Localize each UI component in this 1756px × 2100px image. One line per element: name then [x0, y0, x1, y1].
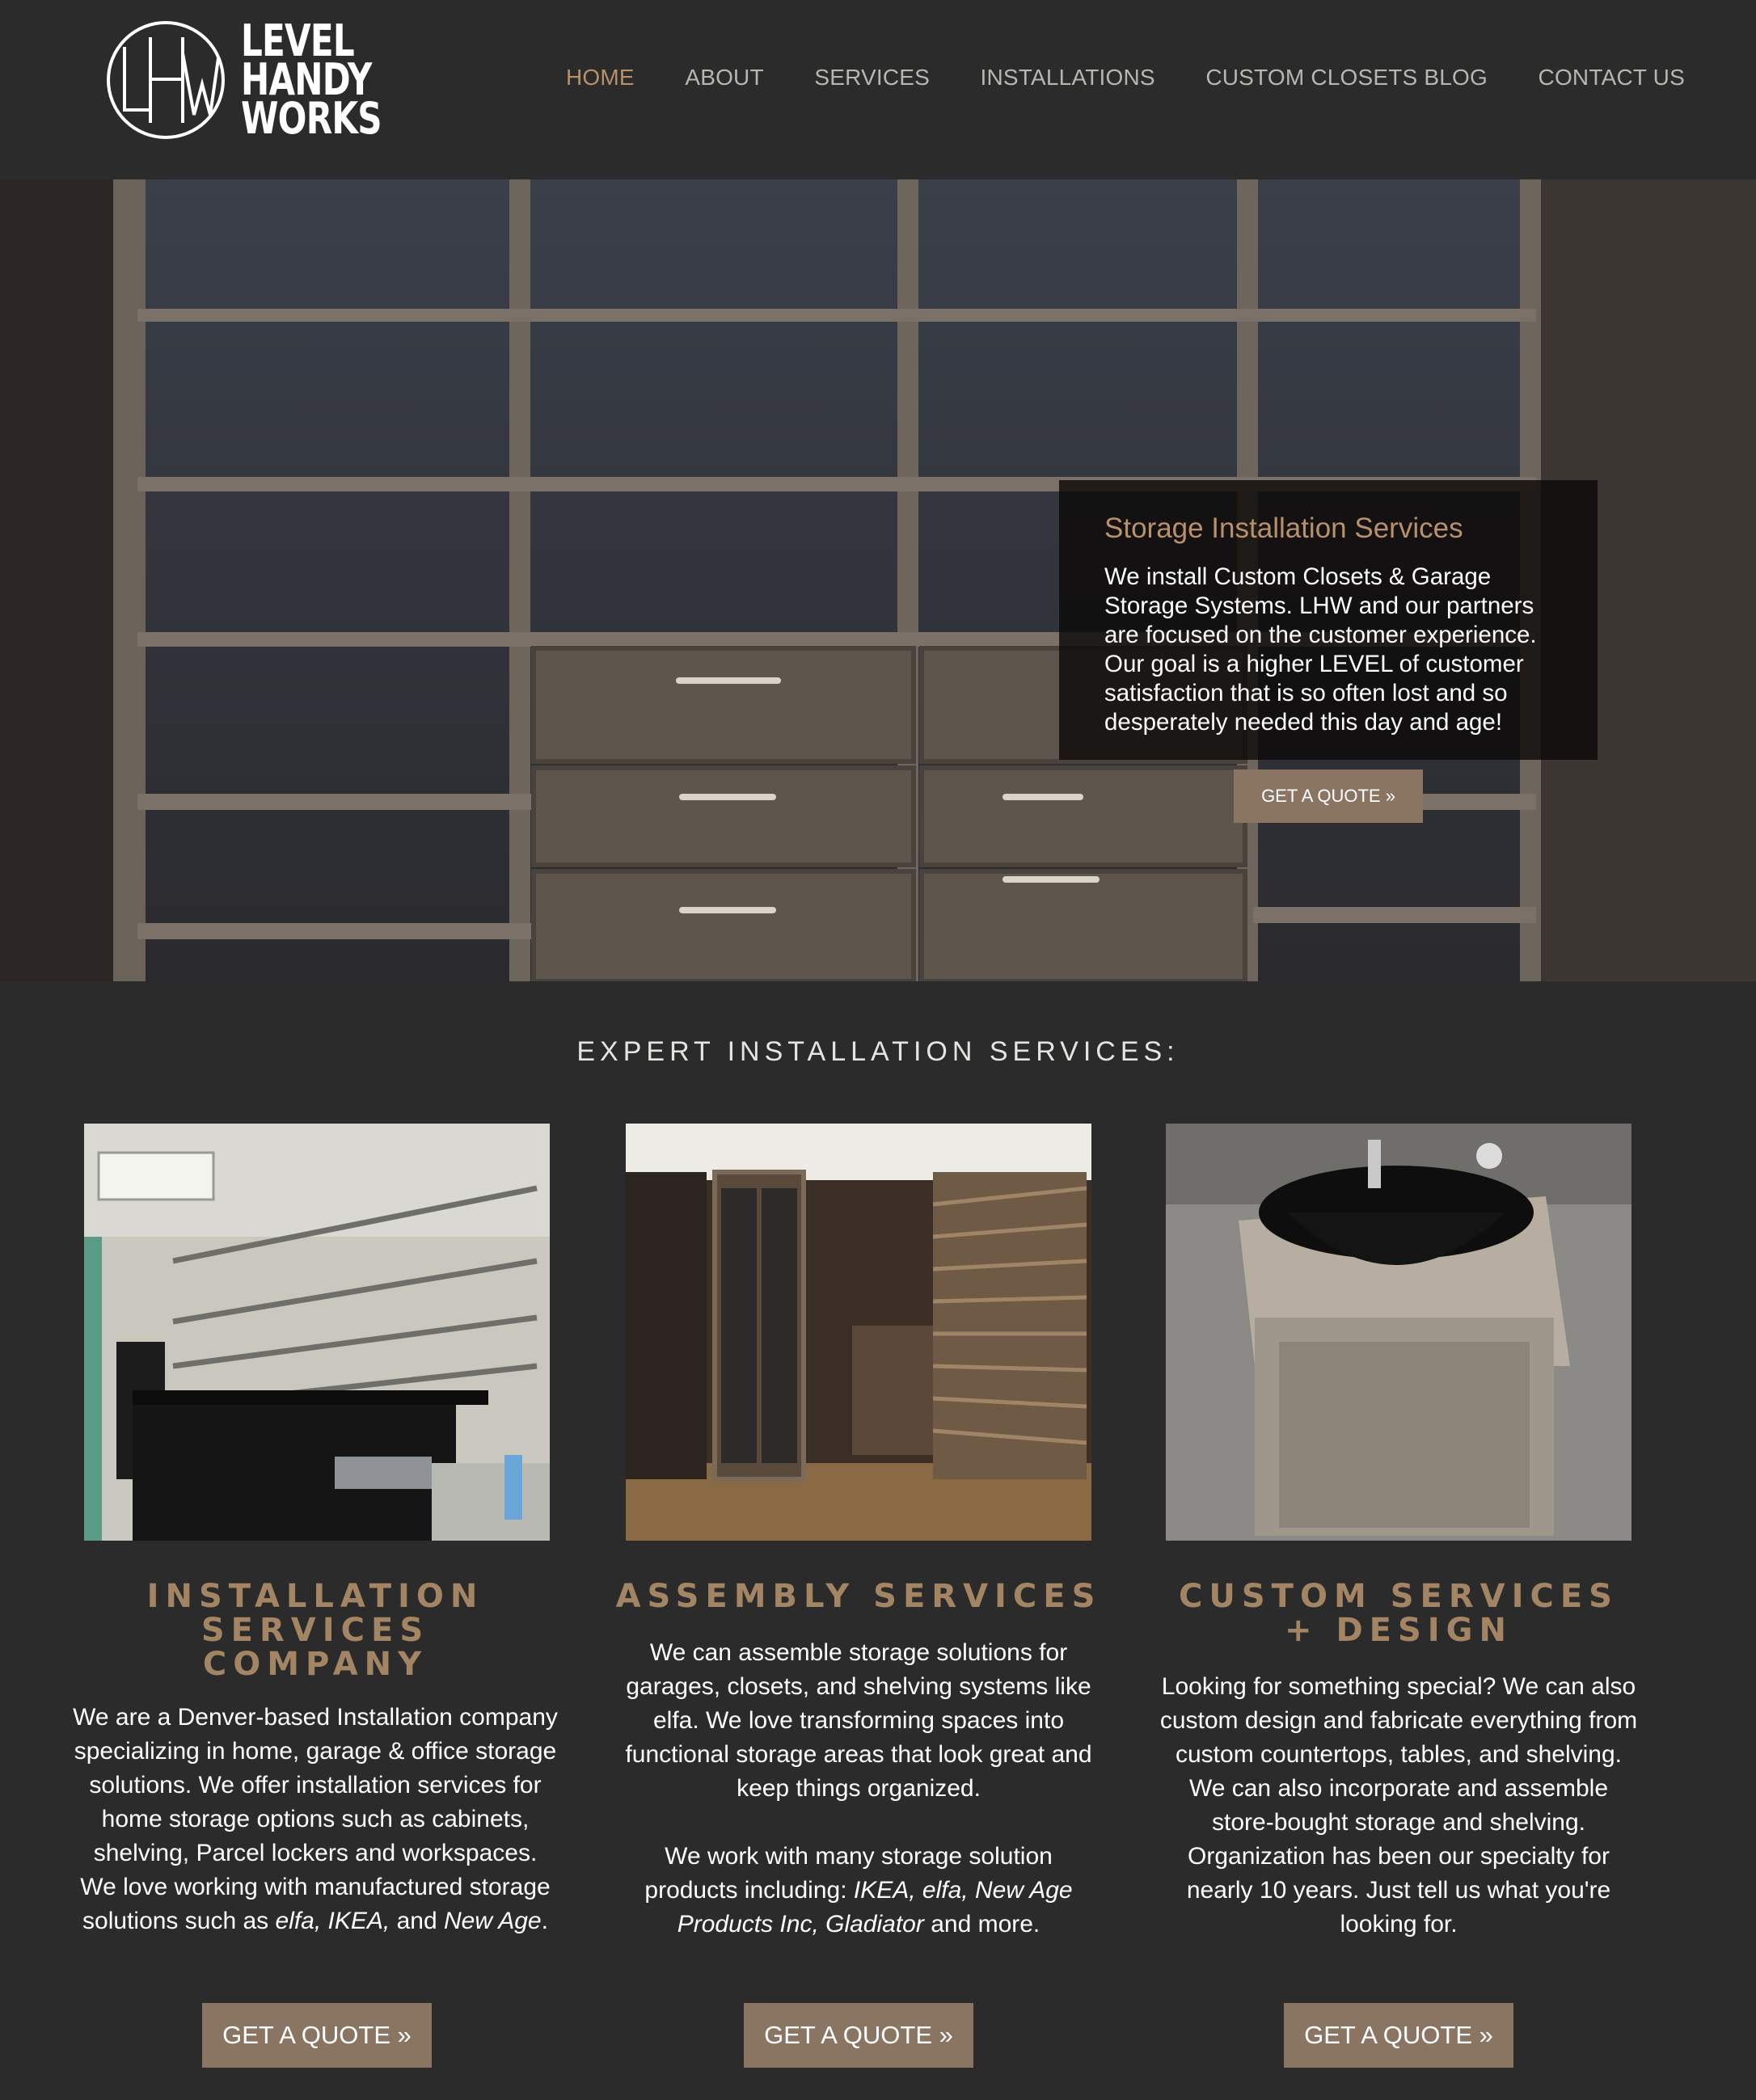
hero-description: We install Custom Closets & Garage Storage Systems. LHW and our partners are focused on the customer experience. Our goal is a higher LEVEL of customer satisfaction that is so often lost and so desperately needed this day and age!	[1104, 563, 1537, 736]
assembly-services-title	[600, 1579, 1117, 1613]
nav-home[interactable]: HOME	[566, 65, 635, 90]
brand-emphasis: IKEA, elfa, New Age Products Inc, Gladiator	[677, 1877, 1073, 1938]
title-line: + DESIGN	[1285, 1612, 1513, 1649]
section-title: EXPERT INSTALLATION SERVICES:	[576, 1036, 1180, 1067]
paragraph: We can assemble storage solutions for garages, closets, and shelving systems like elfa. We love transforming spaces into functional storage areas that look great and keep things organized.	[625, 1639, 1092, 1802]
custom-get-a-quote-button[interactable]: GET A QUOTE »	[1284, 2003, 1513, 2068]
nav-custom-closets-blog[interactable]: CUSTOM CLOSETS BLOG	[1205, 65, 1488, 90]
lhw-monogram-icon	[105, 19, 226, 141]
hero-info-box	[1059, 480, 1598, 760]
hero-title: Storage Installation Services	[1104, 512, 1463, 544]
brand-emphasis: New Age	[443, 1908, 542, 1934]
walk-in-closet-photo	[626, 1124, 1091, 1541]
site-header	[0, 0, 1756, 179]
brand-emphasis: elfa, IKEA,	[275, 1908, 390, 1934]
assembly-get-a-quote-button[interactable]: GET A QUOTE »	[744, 2003, 973, 2068]
installation-get-a-quote-button[interactable]: GET A QUOTE »	[202, 2003, 432, 2068]
assembly-services-text	[616, 1636, 1101, 1942]
paragraph: Looking for something special? We can also custom design and fabricate everything from custom countertops, tables, and shelving. We can also incorporate and assemble store-bought storage and shelving. Organization has been our specialty for nearly 10 years. Just tell us what you're looking for.	[1159, 1673, 1638, 1938]
custom-services-text	[1156, 1670, 1641, 1942]
nav-about[interactable]: ABOUT	[685, 65, 764, 90]
installation-services-title	[57, 1579, 574, 1681]
text: and more.	[923, 1911, 1041, 1938]
custom-vanity-sink-photo	[1166, 1124, 1631, 1541]
logo-line-level: LEVEL	[241, 15, 354, 66]
text: .	[541, 1908, 548, 1934]
hero-banner	[0, 179, 1756, 981]
custom-services-title	[1140, 1579, 1657, 1647]
text: We are a Denver-based Installation company specializing in home, garage & office storage solutions. We offer installation services for home storage options such as cabinets, shelving, Parcel lockers and workspaces. We love working with manufactured storage solutions such as	[73, 1704, 558, 1934]
title-line: CUSTOM SERVICES	[1179, 1578, 1619, 1615]
title-line: ASSEMBLY SERVICES	[615, 1578, 1102, 1615]
main-nav	[566, 65, 1685, 91]
nav-installations[interactable]: INSTALLATIONS	[980, 65, 1155, 90]
garage-shelving-photo	[84, 1124, 550, 1541]
text: We work with many storage solution products including:	[644, 1843, 1053, 1904]
logo-wordmark	[241, 15, 382, 144]
title-line: SERVICES	[201, 1612, 430, 1649]
site-logo[interactable]	[105, 15, 421, 144]
installation-services-text	[73, 1701, 558, 1938]
text: and	[390, 1908, 444, 1934]
title-line: COMPANY	[202, 1646, 428, 1683]
nav-contact-us[interactable]: CONTACT US	[1538, 65, 1685, 90]
logo-line-handy: HANDY	[241, 54, 372, 105]
hero-get-a-quote-button[interactable]: GET A QUOTE »	[1234, 770, 1423, 823]
title-line: INSTALLATION	[146, 1578, 484, 1615]
logo-line-works: WORKS	[241, 93, 382, 144]
nav-services[interactable]: SERVICES	[814, 65, 931, 90]
